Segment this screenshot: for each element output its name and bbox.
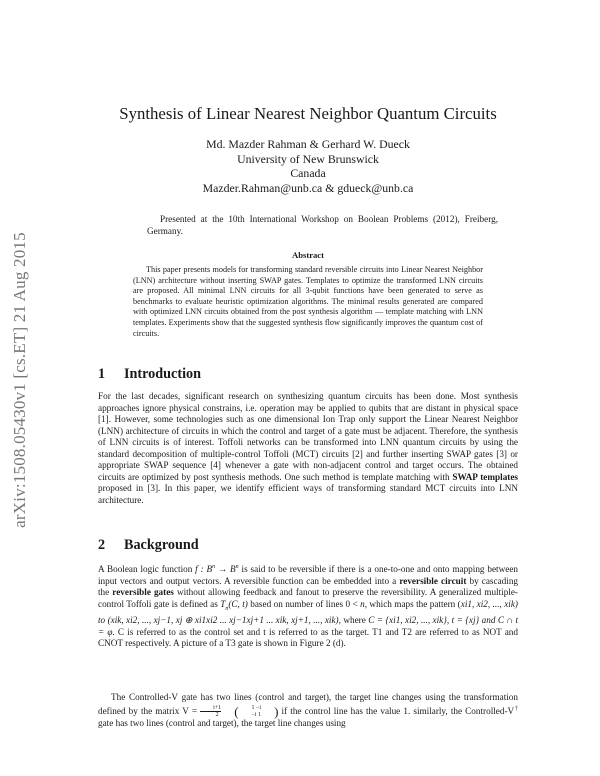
fraction-denominator: 2 (200, 711, 221, 718)
section-number: 1 (98, 366, 106, 382)
bg-math: x (460, 598, 465, 609)
background-paragraph-2 (98, 692, 518, 730)
bg-text: A Boolean logic function (98, 564, 196, 575)
matrix-open: ( (234, 703, 239, 719)
section-heading-introduction (98, 366, 201, 383)
bg-text: if the control line has the value 1. similarly, the Controlled-V (278, 705, 515, 716)
section-title: Background (124, 537, 199, 553)
bg-math: f : B (195, 564, 213, 575)
section-number: 2 (98, 537, 106, 553)
bg-text: , which maps the pattern ( (364, 598, 461, 609)
bg-text: , where (338, 615, 369, 626)
bg-text: is said to be reversible if there is a one-to-one and onto mapping between input vectors and output vectors. A reversible function can be embedded into a (98, 564, 518, 586)
author-country: Canada (290, 166, 326, 181)
bg-text: gate has two lines (control and target), the target line changes using (98, 718, 346, 728)
introduction-paragraph (98, 391, 518, 506)
bg-text: C is referred to as the control set and t is referred to as the target. T1 and T2 are referred to as NOT and CNOT respectively. A picture of a T3 gate is shown in Figure 2 (d). (98, 626, 518, 649)
paper-title: Synthesis of Linear Nearest Neighbor Quantum Circuits (119, 104, 497, 123)
author-affiliation: University of New Brunswick (237, 151, 379, 166)
abstract-heading: Abstract (292, 250, 324, 260)
intro-text-end: proposed in [3]. In this paper, we identify efficient ways of transforming standard MCT circuits into LNN architecture. (98, 483, 518, 505)
arxiv-stamp (0, 0, 40, 776)
matrix-close: ) (274, 703, 279, 719)
author-emails: Mazder.Rahman@unb.ca & gdueck@unb.ca (202, 180, 414, 195)
presented-note: Presented at the 10th International Workshop on Boolean Problems (2012), Freiberg, Germany. (147, 214, 498, 236)
matrix-row: −i 1 (251, 711, 262, 718)
bg-math: (C, t) (228, 598, 248, 609)
dagger-symbol: † (514, 705, 518, 712)
fraction-numerator: i+1 (213, 705, 222, 711)
matrix (239, 705, 262, 718)
bg-math-exp: n (235, 564, 239, 570)
bg-math: n (360, 598, 365, 609)
background-paragraph-1 (98, 562, 518, 650)
author-names: Md. Mazder Rahman & Gerhard W. Dueck (206, 137, 410, 151)
bg-math: i1, xi2, ..., xik) to (xik, xi2, ..., xj−1, xj ⊕ xi1xi2 ... xj−1xj+1 ... xik, xj+1, ..., xik) (98, 598, 518, 626)
bg-text: without allowing feedback and fanout to preserve the reversibility. A generalized multiple-control Toffoli gate is defined as (98, 587, 518, 609)
section-heading-background (98, 537, 199, 554)
intro-bold-term: SWAP templates (452, 471, 519, 482)
bg-math-sub: n (225, 605, 229, 612)
matrix-row: 1 −i (251, 705, 262, 711)
bg-text: based on number of lines 0 < (247, 598, 361, 609)
bg-text: by cascading the (98, 575, 519, 598)
bg-math: → B (215, 564, 236, 575)
intro-text: For the last decades, significant research on synthesizing quantum circuits has been done. Most synthesis approaches ignore physical constrains, i.e. operation may be applied to qubits that are distant in physical space [1]. However, some technologies such as one dimensional Ion Trap only support the Linear Nearest Neighbor (LNN) architecture of circuits in which the control and target of a gate must be adjacent. Therefore, the synthesis of LNN circuits is of interest. Toffoli networks can be transformed into LNN quantum circuits by using the standard decomposition of multiple-control Toffoli (MCT) circuits [2] and further inserting SWAP gates [3] or appropriate SWAP sequence [4] whenever a gate with non-adjacent control and target occurs. The obtained circuits are optimized by post synthesis methods. One such method is template matching with (98, 391, 518, 482)
bg-math: C = {xi1, xi2, ..., xik}, t = {xj} and C ∩ t = φ. (98, 615, 518, 637)
bg-text: The Controlled-V gate has two lines (control and target), the target line changes using the transformation defined by the matrix V = (98, 692, 518, 716)
author-block (98, 137, 518, 195)
fraction (200, 705, 221, 718)
bg-bold-term: reversible gates (112, 587, 174, 598)
abstract-text: This paper presents models for transforming standard reversible circuits into Linear Nearest Neighbor (LNN) architecture without inserting SWAP gates. Templates to optimize the transformed LNN circuits are proposed. All minimal LNN circuits for all 3-qubit functions have been generated to serve as benchmarks to evaluate heuristic optimization algorithms. The minimal results generated are compared with optimized LNN circuits obtained from the post synthesis algorithm — template matching with LNN templates. Experiments show that the suggested synthesis flow significantly improves the quantum cost of circuits. (133, 265, 483, 338)
bg-math-exp: n (212, 564, 216, 570)
bg-math: T (220, 598, 226, 609)
arxiv-identifier: arXiv:1508.05430v1 [cs.ET] 21 Aug 2015 (10, 232, 29, 528)
section-title: Introduction (124, 366, 201, 382)
bg-bold-term: reversible circuit (399, 575, 467, 586)
